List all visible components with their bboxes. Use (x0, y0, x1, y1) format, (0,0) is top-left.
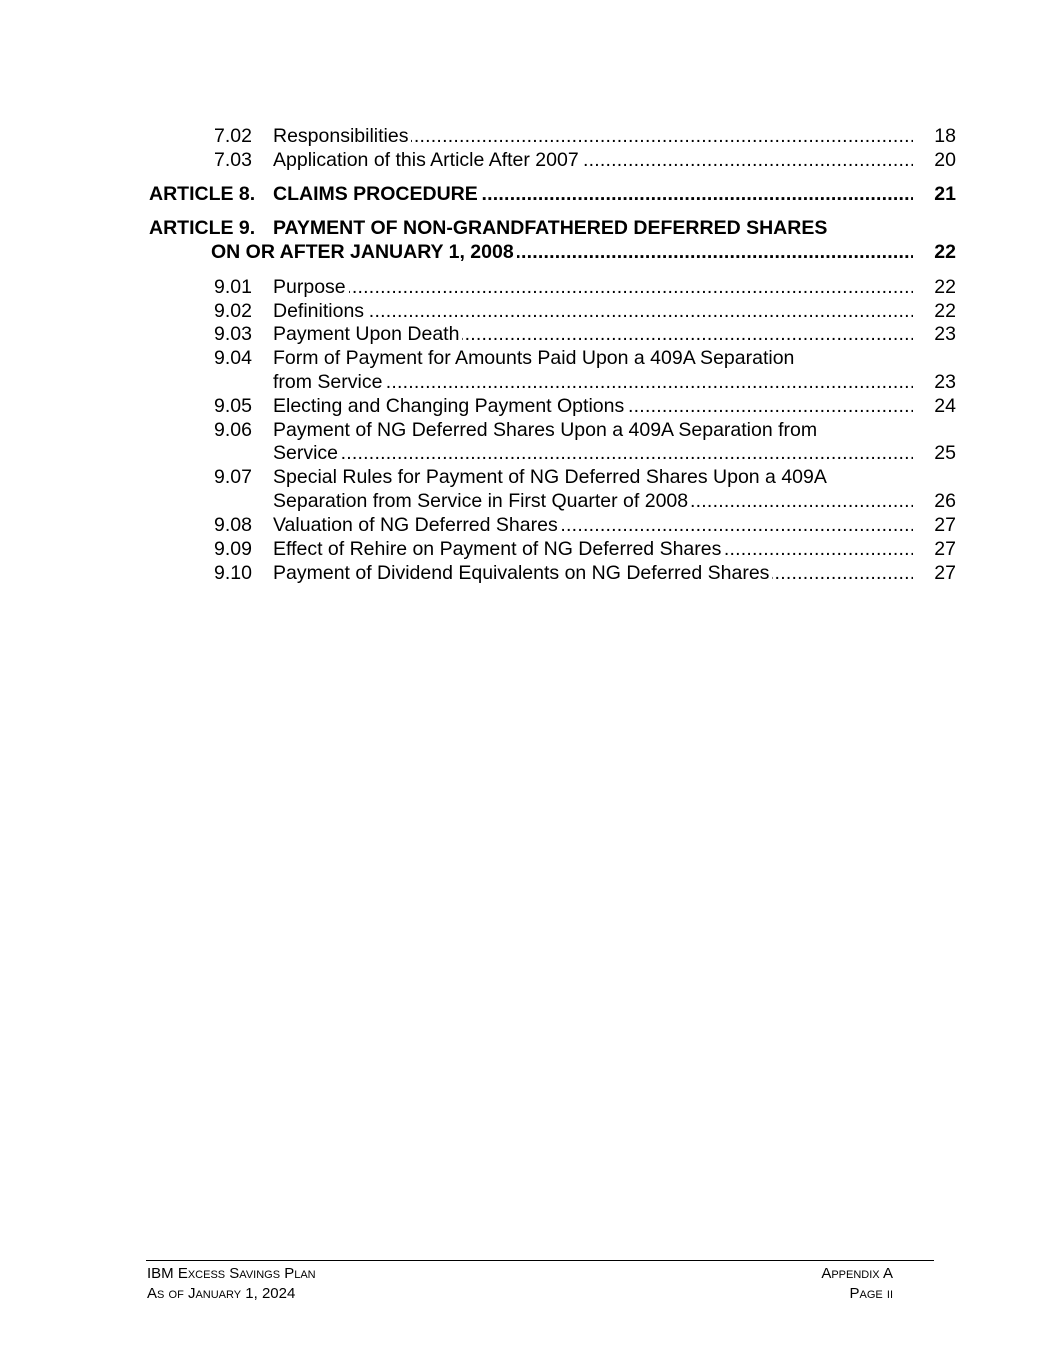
toc-entry-number: 9.04 (214, 347, 252, 369)
footer-page-number: Page ii (849, 1285, 893, 1302)
toc-entry-title: Definitions . . . (273, 299, 925, 323)
toc-article-title-continued: ON OR AFTER JANUARY 1, 2008 . . . (211, 240, 925, 264)
toc-entry[interactable] (0, 418, 1055, 442)
toc-entry[interactable] (0, 124, 1055, 148)
toc-entry-continuation[interactable] (0, 370, 1055, 394)
toc-entry-number: 9.06 (214, 419, 252, 441)
toc-entry[interactable] (0, 561, 1055, 585)
toc-article-title: CLAIMS PROCEDURE . . . (273, 182, 925, 206)
toc-entry-continuation[interactable] (0, 441, 1055, 465)
toc-entry-number: 9.08 (214, 514, 252, 536)
toc-entry[interactable] (0, 394, 1055, 418)
toc-entry-page: 20 (913, 148, 956, 172)
toc-entry-number: 9.02 (214, 300, 252, 322)
toc-entry-title: Form of Payment for Amounts Paid Upon a 409A Separation (273, 347, 795, 369)
footer-divider (146, 1260, 934, 1261)
toc-entry[interactable] (0, 513, 1055, 537)
toc-entry-title-continued: Service . . . (273, 441, 925, 465)
toc-entry[interactable] (0, 275, 1055, 299)
footer-plan-name: IBM Excess Savings Plan (147, 1265, 316, 1282)
footer-appendix: Appendix A (821, 1265, 893, 1282)
toc-entry[interactable] (0, 346, 1055, 370)
toc-entry-number: 7.02 (214, 125, 252, 147)
toc-article-title: PAYMENT OF NON-GRANDFATHERED DEFERRED SHARES (273, 217, 828, 239)
toc-entry-title: Purpose . . . (273, 275, 925, 299)
toc-entry-page: 23 (913, 370, 956, 394)
toc-entry-number: 9.07 (214, 466, 252, 488)
toc-entry-page: 22 (913, 275, 956, 299)
toc-entry-number: 9.10 (214, 562, 252, 584)
toc-entry[interactable] (0, 299, 1055, 323)
toc-entry-page: 23 (913, 322, 956, 346)
toc-article-entry[interactable] (0, 182, 1055, 206)
toc-entry-page: 18 (913, 124, 956, 148)
toc-entry[interactable] (0, 148, 1055, 172)
toc-article-number: ARTICLE 8. (149, 183, 256, 205)
toc-entry-title: Responsibilities . . . (273, 124, 925, 148)
toc-entry-number: 9.05 (214, 395, 252, 417)
toc-entry-number: 7.03 (214, 149, 252, 171)
toc-entry-title-continued: from Service . . . (273, 370, 925, 394)
toc-entry-title: Valuation of NG Deferred Shares . . . (273, 513, 925, 537)
toc-entry-page: 25 (913, 441, 956, 465)
toc-entry-page: 27 (913, 513, 956, 537)
toc-entry-title: Electing and Changing Payment Options . . . (273, 394, 925, 418)
toc-entry-title: Payment Upon Death . . . (273, 322, 925, 346)
toc-entry[interactable] (0, 465, 1055, 489)
toc-entry-title-continued: Separation from Service in First Quarter of 2008 . . . (273, 489, 925, 513)
toc-entry[interactable] (0, 537, 1055, 561)
toc-entry-page: 22 (913, 299, 956, 323)
toc-entry[interactable] (0, 322, 1055, 346)
toc-article-number: ARTICLE 9. (149, 217, 256, 239)
toc-entry-title: Special Rules for Payment of NG Deferred Shares Upon a 409A (273, 466, 827, 488)
toc-article-entry-continuation[interactable] (0, 240, 1055, 264)
footer-as-of-date: As of January 1, 2024 (147, 1285, 296, 1302)
toc-entry-title: Effect of Rehire on Payment of NG Deferred Shares . . . (273, 537, 925, 561)
toc-article-page: 22 (913, 240, 956, 264)
toc-entry-page: 24 (913, 394, 956, 418)
toc-entry-page: 26 (913, 489, 956, 513)
toc-entry-number: 9.01 (214, 276, 252, 298)
toc-entry-page: 27 (913, 537, 956, 561)
toc-entry-title: Payment of NG Deferred Shares Upon a 409A Separation from (273, 419, 818, 441)
toc-entry-number: 9.03 (214, 323, 252, 345)
toc-article-page: 21 (913, 182, 956, 206)
toc-entry-continuation[interactable] (0, 489, 1055, 513)
toc-entry-page: 27 (913, 561, 956, 585)
toc-article-entry[interactable] (0, 216, 1055, 240)
toc-entry-number: 9.09 (214, 538, 252, 560)
toc-entry-title: Application of this Article After 2007 . . . (273, 148, 925, 172)
toc-entry-title: Payment of Dividend Equivalents on NG Deferred Shares . . . (273, 561, 925, 585)
